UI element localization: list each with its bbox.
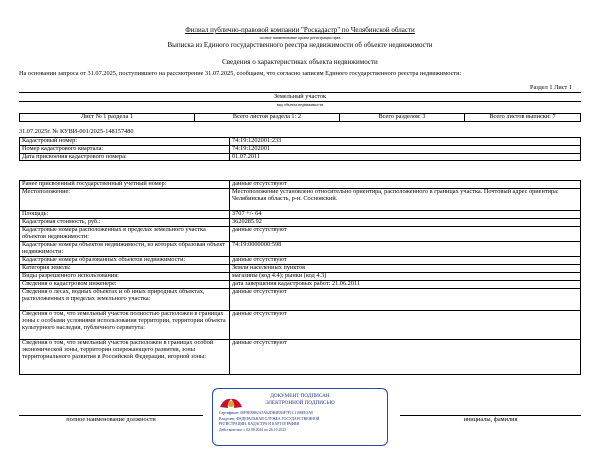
row-label: Площадь: [20, 211, 230, 219]
row-value: 74:19:1202001:233 [230, 138, 581, 146]
position-caption: полное наименование должности [66, 416, 156, 423]
date-and-number: 31.07.2025г. № КУВИ-001/2025-148157480 [19, 128, 134, 135]
org-name-caption: полное наименование органа регистрации прав [259, 35, 341, 40]
row-label: Сведения о лесах, водных объектах и об иных природных объектах, расположенных в пределах земельного участка: [20, 289, 230, 311]
row-value: 74:19:0000000:598 [230, 242, 581, 257]
basic-info-table [19, 137, 581, 161]
sheet-info-table [19, 113, 581, 122]
row-value: магазины (код 4.4); рынки (код 4.3) [230, 273, 581, 281]
table-row [20, 145, 581, 153]
row-label: Номер кадастрового квартала: [20, 145, 230, 153]
table-row [20, 289, 581, 311]
row-label: Ранее присвоенный государственный учетный номер: [20, 181, 230, 189]
table-row [20, 153, 581, 161]
row-label: Кадастровые номера расположенных в пределах земельного участка объектов недвижимости: [20, 227, 230, 242]
table-row [20, 227, 581, 242]
row-label: Местоположение: [20, 189, 230, 211]
row-label: Кадастровые номера объектов недвижимости, из которых образован объект недвижимости: [20, 242, 230, 257]
row-label: Сведения о том, что земельный участок расположен в границах особой экономической зоны, территории опережающего развития, зоны территориального развития в Российской Федерации, игорной зоны: [20, 340, 230, 375]
object-kind-caption: вид объекта недвижимости [276, 102, 324, 107]
row-label: Кадастровые номера образованных объектов недвижимости: [20, 257, 230, 265]
request-basis: На основании запроса от 31.07.2025, поступившего на рассмотрение 31.07.2025, сообщаем, что согласно записям Единого государственного реестра недвижимости: [19, 70, 462, 77]
document-title: Выписка из Единого государственного реестра недвижимости об объекте недвижимости [167, 41, 433, 49]
stamp-line-1: ДОКУМЕНТ ПОДПИСАН [270, 393, 330, 399]
row-value: данные отсутствуют [230, 340, 581, 375]
org-name: Филиал публично-правовой компании "Роскадастр" по Челябинской области [185, 26, 415, 34]
total-sections: Всего разделов: 3 [340, 114, 465, 122]
row-value: 3620285.92 [230, 219, 581, 227]
row-label: Категория земель: [20, 265, 230, 273]
row-value: данные отсутствуют [230, 227, 581, 242]
row-value: данные отсутствуют [230, 289, 581, 311]
sheet-number: Лист № 1 раздела 1 [20, 114, 195, 122]
table-row [20, 211, 581, 219]
row-label: Дата присвоения кадастрового номера: [20, 153, 230, 161]
row-value: дата завершения кадастровых работ: 21.06.2011 [230, 281, 581, 289]
row-label: Сведения о кадастровом инженере: [20, 281, 230, 289]
row-label: Кадастровая стоимость, руб.: [20, 219, 230, 227]
row-value: данные отсутствуют [230, 257, 581, 265]
object-kind: Земельный участок [273, 93, 327, 100]
table-row [20, 340, 581, 375]
row-value: данные отсутствуют [230, 311, 581, 340]
stamp-owner: Владелец: ФЕДЕРАЛЬНАЯ СЛУЖБА ГОСУДАРСТВЕННОЙ [219, 417, 320, 421]
table-row [20, 138, 581, 146]
row-value: 01.07.2011 [230, 153, 581, 161]
name-caption: инициалы, фамилия [463, 416, 518, 423]
row-label: Кадастровый номер: [20, 138, 230, 146]
table-row [20, 311, 581, 340]
row-value: 3707 +/- 64 [230, 211, 581, 219]
row-value: Местоположение установлено относительно ориентира, расположенного в границах участка. Почтовый адрес ориентира: Челябинская область, р-н. Сосновский. [230, 189, 581, 211]
stamp-owner-cont: РЕГИСТРАЦИИ, КАДАСТРА И КАРТОГРАФИИ [219, 422, 300, 426]
row-value: Земли населенных пунктов [230, 265, 581, 273]
section-label: Раздел 1 Лист 1 [530, 84, 573, 91]
stamp-line-2: ЭЛЕКТРОННОЙ ПОДПИСЬЮ [265, 400, 335, 406]
table-row [20, 242, 581, 257]
table-row [20, 189, 581, 211]
characteristics-table [19, 180, 581, 375]
info-title: Сведения о характеристиках объекта недвижимости [222, 58, 378, 66]
stamp-certificate: Сертификат: 00F9E8B82A5A62DB4EB4F7F1C1198EE3A0 [219, 411, 313, 415]
row-value: 74:19:1202001 [230, 145, 581, 153]
row-value: данные отсутствуют [230, 181, 581, 189]
stamp-validity: Действителен: с 02.08.2024 по 26.10.2025 [219, 428, 287, 432]
row-label: Сведения о том, что земельный участок полностью расположен в границах зоны с особыми условиями использования территории, территории объекта культурного наследия, публичного сервитута: [20, 311, 230, 340]
row-label: Виды разрешенного использования: [20, 273, 230, 281]
total-sheets-extract: Всего листов выписки: 7 [465, 114, 581, 122]
total-sheets-section: Всего листов раздела 1: 2 [195, 114, 340, 122]
electronic-signature-stamp [212, 388, 388, 446]
